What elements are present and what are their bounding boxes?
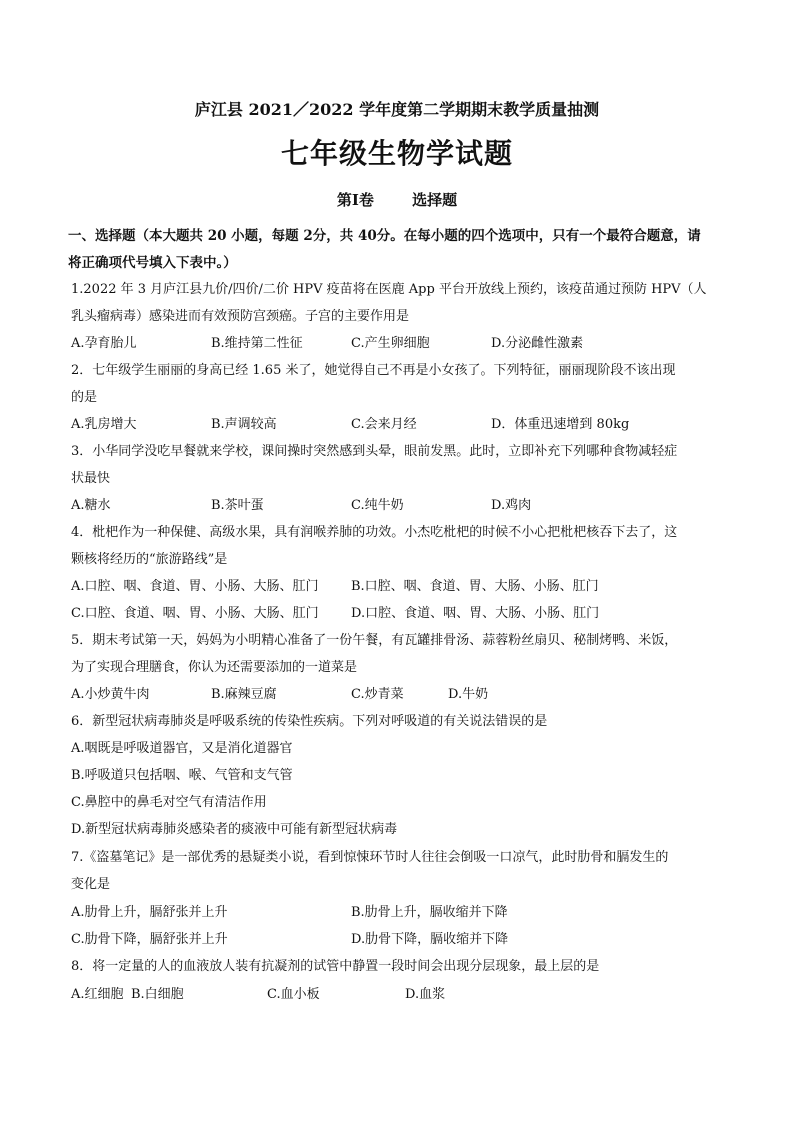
question-3-stem-line-2: 状最快 (71, 471, 111, 486)
question-7-option-d: D.肋骨下降，膈收缩并下降 (351, 932, 509, 947)
section-title: 第Ⅰ卷 选择题 (336, 191, 458, 209)
question-1-stem-line-1: 1.2022 年 3 月庐江县九价/四价/二价 HPV 疫苗将在医鹿 App 平台开放线上预约，该疫苗通过预防 HPV（人 (71, 282, 707, 297)
question-5-stem-line-1: 5．期末考试第一天，妈妈为小明精心准备了一份午餐，有瓦罐排骨汤、蒜蓉粉丝扇贝、秘制烤鸭、米饭， (71, 633, 678, 648)
question-4-option-a: A.口腔、咽、食道、胃、小肠、大肠、肛门 (71, 579, 319, 594)
question-5-option-d: D.牛奶 (448, 687, 489, 702)
question-5-stem-line-2: 为了实现合理膳食，你认为还需要添加的一道菜是 (71, 660, 358, 675)
question-4-stem-line-2: 颗核将经历的“旅游路线”是 (71, 552, 228, 567)
question-5-option-c: C.炒青菜 (351, 687, 404, 702)
question-1-option-a: A.孕育胎儿 (71, 336, 137, 351)
question-7-stem-line-1: 7.《盗墓笔记》是一部优秀的悬疑类小说，看到惊悚环节时人往往会倒吸一口凉气，此时肋骨和膈发生的 (71, 850, 669, 865)
question-3-option-a: A.糖水 (71, 498, 111, 513)
question-5-option-b: B.麻辣豆腐 (211, 687, 277, 702)
question-2-stem-line-2: 的是 (71, 390, 98, 405)
question-2-option-b: B.声调较高 (211, 417, 277, 432)
question-7-option-b: B.肋骨上升，膈收缩并下降 (351, 905, 508, 920)
question-3-option-d: D.鸡肉 (491, 498, 532, 513)
question-3-option-c: C.纯牛奶 (351, 498, 404, 513)
question-2-option-c: C.会来月经 (351, 417, 417, 432)
question-4-option-c: C.口腔、食道、咽、胃、小肠、大肠、肛门 (71, 606, 319, 621)
question-4-option-d: D.口腔、食道、咽、胃、大肠、小肠、肛门 (351, 606, 600, 621)
question-3-stem-line-1: 3．小华同学没吃早餐就来学校，课间操时突然感到头晕，眼前发黑。此时，立即补充下列哪种食物减轻症 (71, 444, 678, 459)
instructions-line-1: 一、选择题（本大题共 20 小题，每题 2分，共 40分。在每小题的四个选项中，只有一个最符合题意，请 (68, 228, 701, 244)
question-6-stem-line-1: 6．新型冠状病毒肺炎是呼吸系统的传染性疾病。下列对呼吸道的有关说法错误的是 (71, 714, 548, 729)
question-7-option-c: C.肋骨下降，膈舒张并上升 (71, 932, 228, 947)
question-8-option-c: C.血小板 (267, 987, 320, 1002)
question-6-option-d: D.新型冠状病毒肺炎感染者的痰液中可能有新型冠状病毒 (71, 822, 398, 837)
subject-title: 七年级生物学试题 (280, 137, 513, 170)
question-1-stem-line-2: 乳头瘤病毒）感染进而有效预防宫颈癌。子宫的主要作用是 (71, 309, 410, 324)
question-2-option-a: A.乳房增大 (71, 417, 137, 432)
instructions-line-2: 将正确项代号填入下表中。） (68, 255, 237, 271)
exam-title: 庐江县 2021／2022 学年度第二学期期末教学质量抽测 (194, 100, 600, 119)
question-5-option-a: A.小炒黄牛肉 (71, 687, 150, 702)
question-8-stem-line-1: 8．将一定量的人的血液放人装有抗凝剂的试管中静置一段时间会出现分层现象，最上层的是 (71, 959, 600, 974)
question-4-option-b: B.口腔、咽、食道、胃、大肠、小肠、肛门 (351, 579, 599, 594)
question-3-option-b: B.茶叶蛋 (211, 498, 264, 513)
question-4-stem-line-1: 4．枇杷作为一种保健、高级水果，具有润喉养肺的功效。小杰吃枇杷的时候不小心把枇杷核吞下去了，这 (71, 525, 678, 540)
question-6-option-a: A.咽既是呼吸道器官，又是消化道器官 (71, 741, 293, 756)
question-8-option-d: D.血浆 (405, 987, 446, 1002)
question-1-option-d: D.分泌雌性激素 (491, 336, 584, 351)
question-1-option-c: C.产生卵细胞 (351, 336, 430, 351)
question-6-option-b: B.呼吸道只包括咽、喉、气管和支气管 (71, 768, 293, 783)
question-6-option-c: C.鼻腔中的鼻毛对空气有清洁作用 (71, 795, 267, 810)
question-8-option-a: A.红细胞 (71, 987, 124, 1002)
question-2-stem-line-1: 2．七年级学生丽丽的身高已经 1.65 米了，她觉得自己不再是小女孩了。下列特征，丽丽现阶段不该出现 (71, 363, 676, 378)
question-8-option-b: B.白细胞 (131, 987, 184, 1002)
question-7-stem-line-2: 变化是 (71, 877, 111, 892)
question-7-option-a: A.肋骨上升，膈舒张并上升 (71, 905, 228, 920)
question-1-option-b: B.维持第二性征 (211, 336, 303, 351)
question-2-option-d: D．体重迅速增到 80kg (491, 417, 630, 432)
